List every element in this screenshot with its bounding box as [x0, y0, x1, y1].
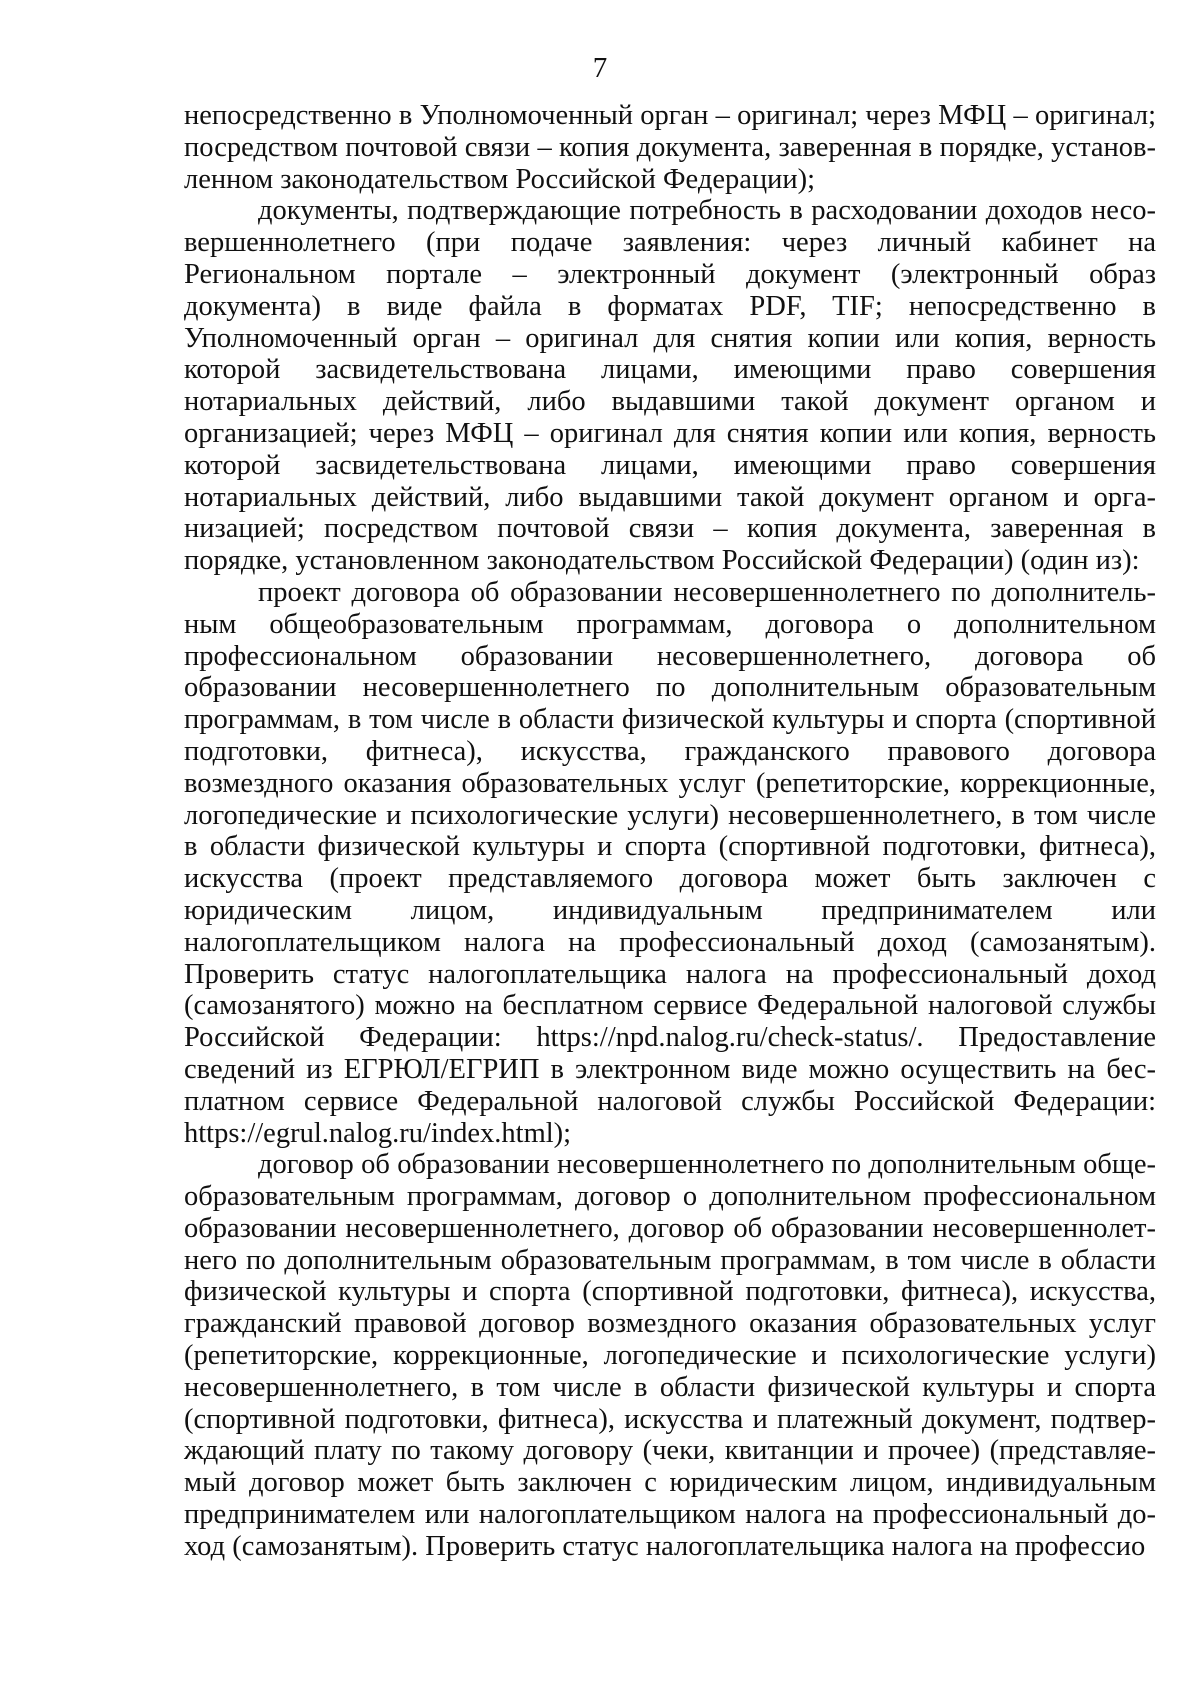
document-body	[184, 100, 1156, 1563]
paragraph-submission-methods: непосредственно в Уполномоченный орган – оригинал; через МФЦ – оригинал; посредством почтовой связи – копия документа, заверенная в порядке, установленном законодательством Российской Федерации);	[184, 100, 1156, 195]
paragraph-draft-contract: проект договора об образовании несовершеннолетнего по дополнительным общеобразовательным программам, договора о дополнительном профессиональном образовании несовершеннолетнего, договора об образовании несовершеннолетнего по дополнительным образовательным программам, в том числе в области физической культуры и спорта (спортивной подготовки, фитнеса), искусства, гражданского правового договора возмездного оказания образовательных услуг (репетиторские, коррекционные, логопедические и психологические услуги) несовершеннолетнего, в том числе в области физической культуры и спорта (спортивной подготовки, фитнеса), искусства (проект представляемого договора может быть заключен с юридическим лицом, индивидуальным предпринимателем или налогоплательщиком налога на профессиональный доход (самозанятым). Проверить статус налогоплательщика налога на профессиональный доход (самозанятого) можно на бесплатном сервисе Федеральной налоговой службы Российской Федерации: https://npd.nalog.ru/check-status/. Предоставление сведений из ЕГРЮЛ/ЕГРИП в электронном виде можно осуществить на бесплатном сервисе Федеральной налоговой службы Российской Федерации: https://egrul.nalog.ru/index.html);	[184, 576, 1156, 1149]
page-number: 7	[592, 52, 608, 84]
paragraph-contract-and-payment: договор об образовании несовершеннолетнего по дополнительным общеобразовательным программам, договор о дополнительном профессиональном образовании несовершеннолетнего, договор об образовании несовершеннолетнего по дополнительным образовательным программам, в том числе в области физической культуры и спорта (спортивной подготовки, фитнеса), искусства, гражданский правовой договор возмездного оказания образовательных услуг (репетиторские, коррекционные, логопедические и психологические услуги) несовершеннолетнего, в том числе в области физической культуры и спорта (спортивной подготовки, фитнеса), искусства и платежный документ, подтверждающий плату по такому договору (чеки, квитанции и прочее) (представляемый договор может быть заключен с юридическим лицом, индивидуальным предпринимателем или налогоплательщиком налога на профессиональный доход (самозанятым). Проверить статус налогоплательщика налога на профессио	[184, 1149, 1156, 1562]
paragraph-supporting-documents: документы, подтверждающие потребность в расходовании доходов несовершеннолетнего (при подаче заявления: через личный кабинет на Региональном портале – электронный документ (электронный образ документа) в виде файла в форматах PDF, TIF; непосредственно в Уполномоченный орган – оригинал для снятия копии или копия, верность которой засвидетельствована лицами, имеющими право совершения нотариальных действий, либо выдавшими такой документ органом и организацией; через МФЦ – оригинал для снятия копии или копия, верность которой засвидетельствована лицами, имеющими право совершения нотариальных действий, либо выдавшими такой документ органом и организацией; посредством почтовой связи – копия документа, заверенная в порядке, установленном законодательством Российской Федерации) (один из):	[184, 195, 1156, 577]
